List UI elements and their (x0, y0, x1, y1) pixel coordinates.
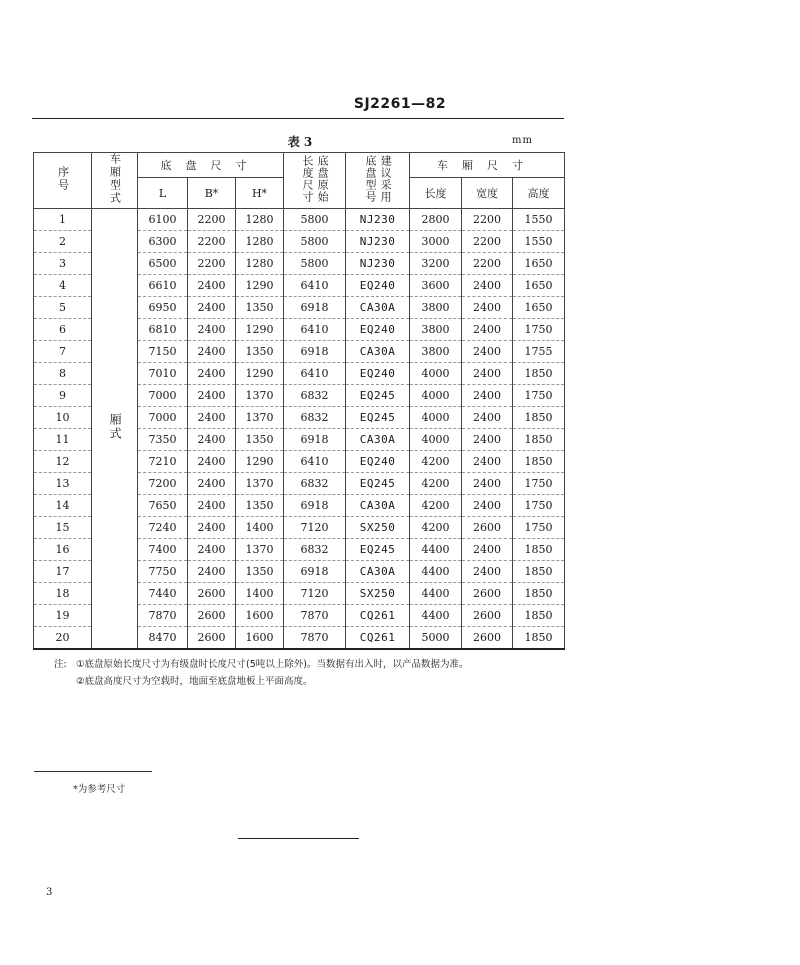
notes-label: 注: (54, 659, 67, 670)
cell-seq: 9 (34, 385, 92, 407)
cell-seq: 19 (34, 605, 92, 627)
cell-width: 2400 (462, 275, 513, 297)
cell-L: 6500 (138, 253, 188, 275)
cell-type: 厢式 (92, 209, 138, 650)
cell-L: 7440 (138, 583, 188, 605)
cell-length: 4400 (410, 583, 462, 605)
cell-length: 4200 (410, 517, 462, 539)
table-caption: 表 3 (287, 135, 313, 149)
cell-orig-length: 6918 (284, 341, 346, 363)
cell-orig-length: 5800 (284, 209, 346, 231)
cell-width: 2600 (462, 583, 513, 605)
cell-B: 2600 (188, 605, 236, 627)
cell-orig-length: 5800 (284, 231, 346, 253)
cell-B: 2400 (188, 517, 236, 539)
cell-length: 3800 (410, 341, 462, 363)
cell-orig-length: 6832 (284, 473, 346, 495)
cell-L: 7350 (138, 429, 188, 451)
cell-H: 1280 (236, 209, 284, 231)
cell-H: 1280 (236, 253, 284, 275)
cell-length: 4000 (410, 407, 462, 429)
cell-B: 2200 (188, 253, 236, 275)
cell-seq: 14 (34, 495, 92, 517)
footnote: *为参考尺寸 (73, 784, 126, 795)
cell-model: EQ240 (346, 275, 410, 297)
cell-H: 1280 (236, 231, 284, 253)
cell-L: 7200 (138, 473, 188, 495)
cell-model: CQ261 (346, 627, 410, 650)
cell-L: 7150 (138, 341, 188, 363)
cell-length: 3200 (410, 253, 462, 275)
cell-height: 1850 (513, 583, 565, 605)
cell-B: 2400 (188, 319, 236, 341)
cell-seq: 11 (34, 429, 92, 451)
cell-width: 2200 (462, 231, 513, 253)
cell-L: 7870 (138, 605, 188, 627)
cell-height: 1850 (513, 451, 565, 473)
cell-L: 8470 (138, 627, 188, 650)
cell-orig-length: 7870 (284, 605, 346, 627)
cell-height: 1550 (513, 231, 565, 253)
cell-seq: 18 (34, 583, 92, 605)
cell-model: CQ261 (346, 605, 410, 627)
cell-height: 1750 (513, 319, 565, 341)
cell-height: 1650 (513, 297, 565, 319)
cell-orig-length: 6918 (284, 429, 346, 451)
cell-height: 1750 (513, 385, 565, 407)
cell-length: 4200 (410, 495, 462, 517)
cell-width: 2400 (462, 539, 513, 561)
cell-B: 2400 (188, 275, 236, 297)
cell-length: 4400 (410, 561, 462, 583)
header-orig-length: 底盘原始 长度尺寸 (284, 153, 346, 209)
cell-orig-length: 6410 (284, 451, 346, 473)
cell-orig-length: 6918 (284, 297, 346, 319)
cell-H: 1400 (236, 583, 284, 605)
cell-H: 1350 (236, 341, 284, 363)
cell-B: 2400 (188, 561, 236, 583)
cell-H: 1290 (236, 319, 284, 341)
header-type: 车厢型式 (92, 153, 138, 209)
cell-seq: 12 (34, 451, 92, 473)
cell-L: 6810 (138, 319, 188, 341)
cell-width: 2600 (462, 605, 513, 627)
cell-width: 2400 (462, 363, 513, 385)
cell-seq: 1 (34, 209, 92, 231)
cell-width: 2400 (462, 561, 513, 583)
cell-length: 3800 (410, 297, 462, 319)
cell-seq: 15 (34, 517, 92, 539)
cell-model: EQ245 (346, 385, 410, 407)
cell-width: 2400 (462, 297, 513, 319)
cell-orig-length: 6832 (284, 407, 346, 429)
cell-width: 2400 (462, 473, 513, 495)
cell-seq: 13 (34, 473, 92, 495)
cell-L: 6300 (138, 231, 188, 253)
cell-L: 7000 (138, 407, 188, 429)
cell-height: 1850 (513, 407, 565, 429)
cell-orig-length: 7120 (284, 583, 346, 605)
cell-seq: 7 (34, 341, 92, 363)
header-L: L (138, 178, 188, 209)
cell-height: 1650 (513, 253, 565, 275)
cell-orig-length: 5800 (284, 253, 346, 275)
cell-B: 2400 (188, 407, 236, 429)
header-suggested-model: 建议采用 底盘型号 (346, 153, 410, 209)
notes (54, 656, 566, 690)
cell-width: 2400 (462, 495, 513, 517)
cell-length: 4000 (410, 363, 462, 385)
cell-model: NJ230 (346, 209, 410, 231)
cell-orig-length: 6410 (284, 363, 346, 385)
cell-length: 4200 (410, 451, 462, 473)
cell-length: 5000 (410, 627, 462, 650)
cell-orig-length: 7870 (284, 627, 346, 650)
cell-H: 1350 (236, 561, 284, 583)
cell-model: CA30A (346, 561, 410, 583)
cell-H: 1290 (236, 451, 284, 473)
cell-model: SX250 (346, 583, 410, 605)
cell-orig-length: 6410 (284, 275, 346, 297)
cell-height: 1850 (513, 605, 565, 627)
table-row (34, 209, 565, 231)
cell-H: 1370 (236, 473, 284, 495)
cell-model: NJ230 (346, 231, 410, 253)
cell-B: 2200 (188, 231, 236, 253)
cell-B: 2400 (188, 539, 236, 561)
cell-L: 7010 (138, 363, 188, 385)
cell-height: 1750 (513, 473, 565, 495)
cell-seq: 3 (34, 253, 92, 275)
cell-height: 1850 (513, 363, 565, 385)
cell-width: 2400 (462, 341, 513, 363)
cell-model: CA30A (346, 495, 410, 517)
cell-orig-length: 6832 (284, 539, 346, 561)
cell-width: 2200 (462, 253, 513, 275)
table-unit: mm (512, 135, 533, 146)
cell-B: 2400 (188, 385, 236, 407)
cell-H: 1350 (236, 495, 284, 517)
cell-model: CA30A (346, 297, 410, 319)
document-code: SJ2261—82 (353, 96, 447, 112)
header-chassis-dims: 底盘尺寸 (138, 153, 284, 178)
cell-B: 2600 (188, 583, 236, 605)
cell-L: 7210 (138, 451, 188, 473)
cell-length: 4400 (410, 539, 462, 561)
header-H: H* (236, 178, 284, 209)
cell-height: 1850 (513, 627, 565, 650)
cell-model: CA30A (346, 429, 410, 451)
cell-seq: 10 (34, 407, 92, 429)
cell-model: EQ245 (346, 539, 410, 561)
cell-height: 1650 (513, 275, 565, 297)
cell-orig-length: 6918 (284, 561, 346, 583)
note-item: ②底盘高度尺寸为空载时，地面至底盘地板上平面高度。 (76, 676, 313, 687)
cell-model: EQ240 (346, 363, 410, 385)
cell-H: 1600 (236, 605, 284, 627)
cell-H: 1290 (236, 363, 284, 385)
cell-length: 2800 (410, 209, 462, 231)
cell-B: 2400 (188, 341, 236, 363)
cell-height: 1750 (513, 517, 565, 539)
cell-height: 1850 (513, 429, 565, 451)
cell-orig-length: 7120 (284, 517, 346, 539)
cell-L: 6950 (138, 297, 188, 319)
header-height: 高度 (513, 178, 565, 209)
cell-model: EQ245 (346, 407, 410, 429)
cell-B: 2400 (188, 473, 236, 495)
cell-L: 7400 (138, 539, 188, 561)
cell-length: 4000 (410, 385, 462, 407)
cell-length: 3800 (410, 319, 462, 341)
header-B: B* (188, 178, 236, 209)
cell-L: 7000 (138, 385, 188, 407)
cell-model: NJ230 (346, 253, 410, 275)
cell-model: EQ245 (346, 473, 410, 495)
cell-height: 1550 (513, 209, 565, 231)
cell-height: 1750 (513, 495, 565, 517)
cell-B: 2400 (188, 429, 236, 451)
footnote-rule (34, 771, 152, 772)
cell-H: 1370 (236, 385, 284, 407)
cell-height: 1850 (513, 539, 565, 561)
header-rule (32, 118, 564, 119)
end-rule (238, 838, 359, 839)
header-seq: 序号 (34, 153, 92, 209)
cell-width: 2400 (462, 407, 513, 429)
cell-B: 2400 (188, 363, 236, 385)
cell-orig-length: 6918 (284, 495, 346, 517)
cell-L: 6610 (138, 275, 188, 297)
cell-H: 1350 (236, 297, 284, 319)
cell-height: 1755 (513, 341, 565, 363)
cell-H: 1370 (236, 407, 284, 429)
cell-B: 2600 (188, 627, 236, 650)
cell-width: 2400 (462, 451, 513, 473)
cell-L: 7750 (138, 561, 188, 583)
cell-B: 2400 (188, 451, 236, 473)
cell-width: 2200 (462, 209, 513, 231)
cell-seq: 16 (34, 539, 92, 561)
cell-B: 2400 (188, 297, 236, 319)
cell-seq: 8 (34, 363, 92, 385)
cell-seq: 6 (34, 319, 92, 341)
cell-width: 2600 (462, 517, 513, 539)
cell-seq: 2 (34, 231, 92, 253)
spec-table (33, 152, 565, 650)
cell-L: 7650 (138, 495, 188, 517)
cell-model: SX250 (346, 517, 410, 539)
cell-seq: 17 (34, 561, 92, 583)
cell-H: 1600 (236, 627, 284, 650)
cell-seq: 5 (34, 297, 92, 319)
cell-length: 4000 (410, 429, 462, 451)
cell-H: 1370 (236, 539, 284, 561)
cell-orig-length: 6832 (284, 385, 346, 407)
cell-seq: 4 (34, 275, 92, 297)
cell-height: 1850 (513, 561, 565, 583)
cell-width: 2400 (462, 385, 513, 407)
header-length: 长度 (410, 178, 462, 209)
cell-model: CA30A (346, 341, 410, 363)
cell-L: 6100 (138, 209, 188, 231)
header-width: 宽度 (462, 178, 513, 209)
cell-model: EQ240 (346, 319, 410, 341)
note-item: ①底盘原始长度尺寸为有级盘时长度尺寸(5吨以上除外)。当数据有出入时，以产品数据为准。 (76, 659, 469, 670)
cell-width: 2400 (462, 429, 513, 451)
cell-length: 4200 (410, 473, 462, 495)
cell-model: EQ240 (346, 451, 410, 473)
cell-length: 3600 (410, 275, 462, 297)
cell-B: 2400 (188, 495, 236, 517)
cell-length: 4400 (410, 605, 462, 627)
cell-width: 2600 (462, 627, 513, 650)
cell-H: 1290 (236, 275, 284, 297)
cell-H: 1350 (236, 429, 284, 451)
cell-orig-length: 6410 (284, 319, 346, 341)
cell-L: 7240 (138, 517, 188, 539)
header-body-dims: 车厢尺寸 (410, 153, 565, 178)
cell-H: 1400 (236, 517, 284, 539)
page-number: 3 (46, 887, 53, 898)
cell-width: 2400 (462, 319, 513, 341)
cell-length: 3000 (410, 231, 462, 253)
cell-B: 2200 (188, 209, 236, 231)
cell-seq: 20 (34, 627, 92, 650)
